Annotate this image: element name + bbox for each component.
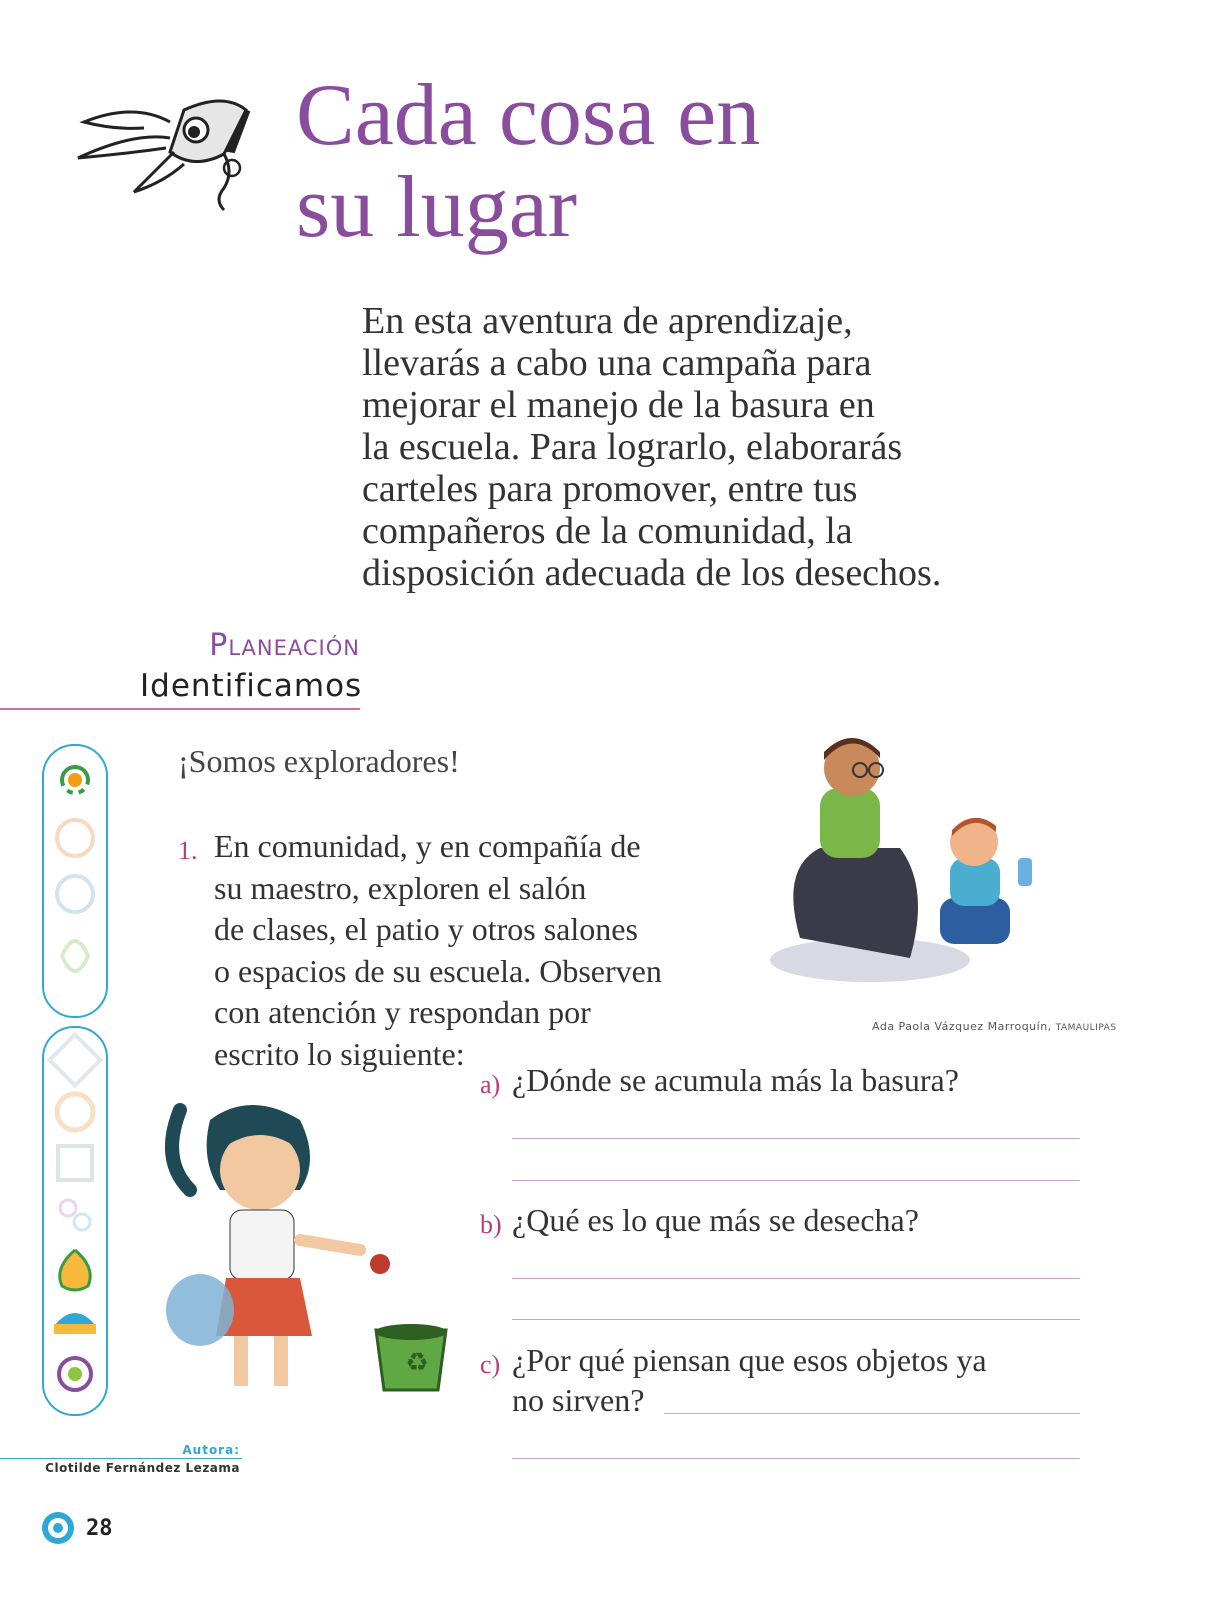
intro-line: compañeros de la comunidad, la (362, 510, 853, 552)
question-c-text-line1: ¿Por qué piensan que esos objetos ya (512, 1342, 987, 1378)
sidebar-icons-top (42, 744, 108, 1018)
author-divider (0, 1458, 242, 1459)
question-a-letter: a) (480, 1070, 501, 1099)
answer-line-b1[interactable] (512, 1278, 1080, 1279)
question-b-letter: b) (480, 1210, 502, 1239)
answer-line-b2[interactable] (512, 1319, 1080, 1320)
page-seal-icon (40, 1510, 76, 1546)
intro-paragraph (362, 300, 1082, 594)
item-line: o espacios de su escuela. Observen (214, 952, 662, 989)
recycle-icon: ♻ (405, 1348, 429, 1378)
question-b-text: ¿Qué es lo que más se desecha? (512, 1202, 919, 1238)
answer-line-c2[interactable] (512, 1458, 1080, 1459)
answer-line-a2[interactable] (512, 1180, 1080, 1181)
credit-name: Ada Paola Vázquez Marroquín, (872, 1020, 1052, 1033)
author-label: Autora: (182, 1443, 240, 1457)
item-line: En comunidad, y en compañía de (214, 828, 641, 864)
question-c-letter: c) (480, 1350, 501, 1379)
intro-line: llevarás a cabo una campaña para (362, 342, 872, 384)
intro-line: mejorar el manejo de la basura en (362, 384, 875, 426)
question-c-text-line2: no sirven? (512, 1382, 645, 1418)
section-divider (0, 708, 360, 710)
teacher-boy-illustration (760, 728, 1060, 990)
section-step-label: Identificamos (140, 668, 363, 704)
intro-line: En esta aventura de aprendizaje, (362, 300, 853, 342)
author-name: Clotilde Fernández Lezama (45, 1461, 240, 1475)
credit-state: TAMAULIPAS (1055, 1023, 1117, 1033)
question-a-text: ¿Dónde se acumula más la basura? (512, 1062, 959, 1098)
intro-line: disposición adecuada de los desechos. (362, 552, 942, 594)
item-line: de clases, el patio y otros salones (214, 911, 638, 947)
answer-line-c1[interactable] (664, 1413, 1080, 1414)
intro-line: carteles para promover, entre tus (362, 468, 858, 510)
page-number: 28 (86, 1516, 113, 1541)
title-line-2: su lugar (296, 159, 578, 256)
page-title (296, 67, 761, 256)
item-number: 1. (178, 836, 198, 865)
illustration-credit (872, 1020, 1117, 1033)
answer-line-a1[interactable] (512, 1138, 1080, 1139)
intro-line: la escuela. Para lograrlo, elaborarás (362, 426, 903, 468)
codex-glyph-icon (74, 92, 254, 216)
item-instructions (214, 826, 754, 1075)
item-line: con atención y respondan por (214, 994, 591, 1030)
item-line: su maestro, exploren el salón (214, 869, 587, 906)
sidebar-icons-bottom (42, 1026, 108, 1416)
item-line: escrito lo siguiente: (214, 1035, 465, 1072)
section-phase-label: Planeación (209, 628, 360, 663)
title-line-1: Cada cosa en (296, 67, 761, 164)
activity-heading: ¡Somos exploradores! (178, 743, 460, 779)
